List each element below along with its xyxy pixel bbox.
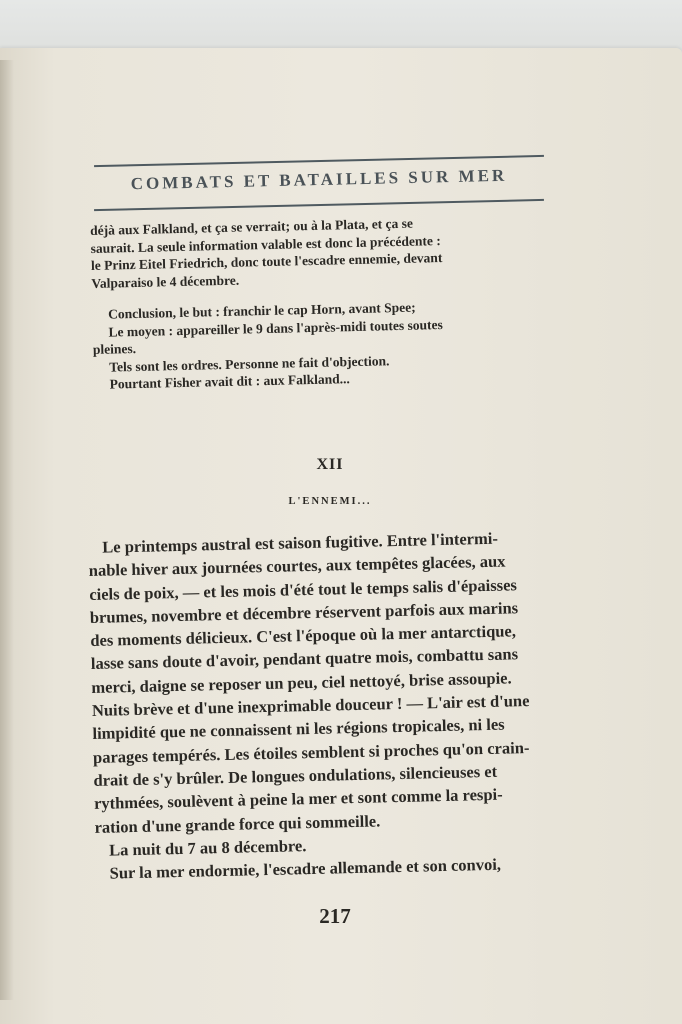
text-line: ration d'une grande force qui sommeille. <box>94 811 381 837</box>
text-line: limpidité que ne connaissent ni les régions tropicales, ni les <box>92 714 505 744</box>
text-line: Tels sont les ordres. Personne ne fait d'objection. <box>109 352 390 375</box>
text-line: parages tempérés. Les étoiles semblent si proches qu'on crain- <box>92 737 530 767</box>
text-line: saurait. La seule information valable est donc la précédente : <box>90 232 441 256</box>
text-line: Le moyen : appareiller le 9 dans l'après-midi toutes soutes <box>108 316 443 340</box>
text-line: le Prinz Eitel Friedrich, donc toute l'escadre ennemie, devant <box>90 250 443 273</box>
text-line: Sur la mer endormie, l'escadre allemande et son convoi, <box>109 854 502 883</box>
running-header: COMBATS ET BATAILLES SUR MER <box>130 165 508 194</box>
text-line: lasse sans doute d'avoir, pendant quatre mois, combattu sans <box>90 644 519 674</box>
chapter-title: L'ENNEMI... <box>288 496 372 507</box>
page-number: 217 <box>319 904 351 928</box>
text-line: Pourtant Fisher avait dit : aux Falkland... <box>109 371 350 392</box>
text-line: pleines. <box>92 340 137 357</box>
text-line: brumes, novembre et décembre réservent parfois aux marins <box>89 598 519 627</box>
text-line: merci, daigne se reposer un peu, ciel nettoyé, brise assoupie. <box>91 668 512 697</box>
text-line: nable hiver aux journées courtes, aux tempêtes glacées, aux <box>88 551 506 581</box>
text-line: rythmées, soulèvent à peine la mer et sont comme la respi- <box>93 784 503 814</box>
text-line: des moments délicieux. C'est l'époque où la mer antarctique, <box>90 621 517 651</box>
text-line: ciels de poix, — et les mois d'été tout le temps salis d'épaisses <box>89 574 518 604</box>
text-line: déjà aux Falkland, et ça se verrait; ou à la Plata, et ça se <box>90 215 414 238</box>
chapter-number: XII <box>316 456 344 473</box>
text-line: Valparaiso le 4 décembre. <box>91 272 240 291</box>
body-text-block <box>88 524 606 885</box>
header-rule-top <box>94 155 544 167</box>
text-line: Conclusion, le but : franchir le cap Horn, avant Spee; <box>107 299 416 322</box>
text-line: Le printemps austral est saison fugitive. Entre l'intermi- <box>102 528 499 557</box>
header-rule-bottom <box>94 199 544 211</box>
top-text-block <box>90 211 574 393</box>
text-line: drait de s'y brûler. De longues ondulations, silencieuses et <box>93 761 498 790</box>
text-line: Nuits brève et d'une inexprimable douceur ! — L'air est d'une <box>91 691 530 721</box>
text-line: La nuit du 7 au 8 décembre. <box>108 835 307 860</box>
